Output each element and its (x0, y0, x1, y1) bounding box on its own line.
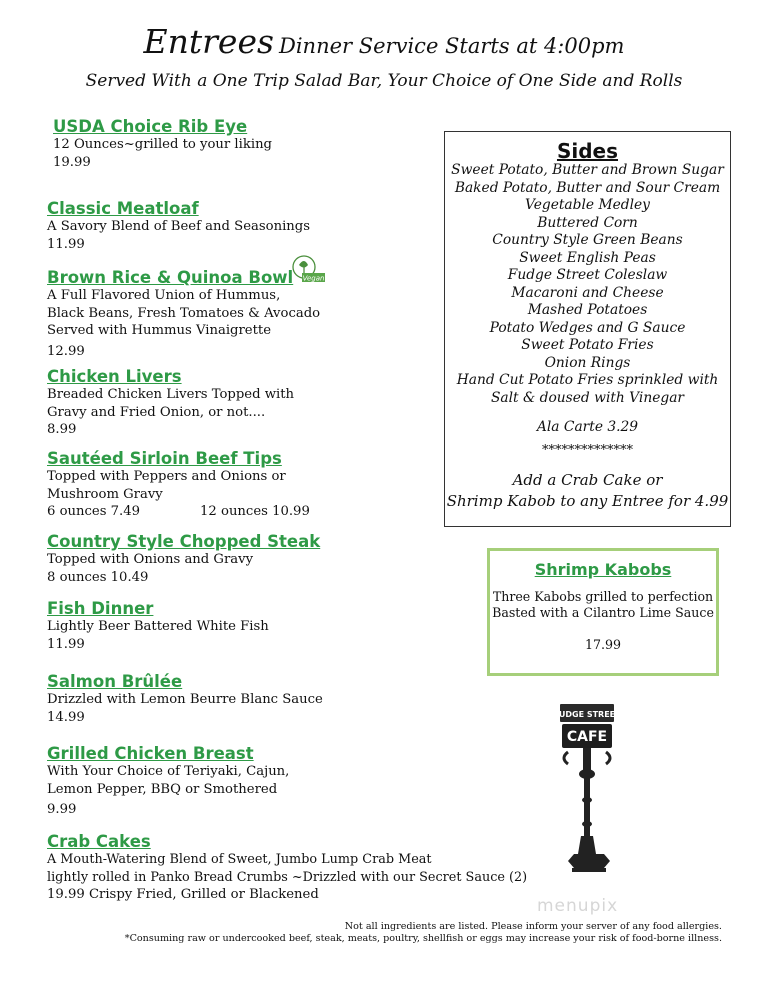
entree-desc: 12 Ounces~grilled to your liking (53, 137, 273, 152)
entree-desc: Topped with Onions and Gravy (47, 552, 254, 567)
vegan-badge-label: Vegan (302, 274, 325, 283)
side-item: Sweet Potato, Butter and Brown Sugar (451, 162, 724, 178)
entree-price: 11.99 (47, 236, 85, 252)
page-title (0, 22, 768, 61)
shrimp-price: 17.99 (584, 637, 622, 652)
entree-desc: A Savory Blend of Beef and Seasonings (47, 219, 310, 234)
side-item: Buttered Corn (537, 214, 638, 231)
addon-line-2: Shrimp Kabob to any Entree for 4.99 (446, 492, 729, 510)
shrimp-kabobs-panel (487, 548, 719, 676)
entree-name: Fish Dinner (47, 599, 154, 618)
title-entrees: Entrees (143, 22, 274, 61)
entree-quinoa-bowl (47, 268, 487, 360)
entree-beef-tips (47, 449, 487, 521)
disclaimer-allergy: Not all ingredients are listed. Please inform your server of any food allergies. (344, 921, 722, 932)
entree-price: 14.99 (47, 709, 85, 725)
entree-name: Country Style Chopped Steak (47, 532, 321, 551)
entree-chicken-livers (47, 367, 487, 439)
addon-line-1: Add a Crab Cake or (512, 471, 663, 489)
entree-name: Classic Meatloaf (47, 199, 199, 218)
entree-desc: With Your Choice of Teriyaki, Cajun, Lemon Pepper, BBQ or Smothered (47, 764, 290, 797)
entree-price: 12.99 (47, 343, 85, 359)
entree-name: USDA Choice Rib Eye (53, 117, 248, 136)
entree-name: Crab Cakes (47, 832, 151, 851)
sides-divider: ************** (542, 443, 633, 458)
logo-line-2: CAFE (566, 729, 608, 745)
entree-price: 8 ounces 10.49 (47, 569, 149, 585)
entree-chicken-breast (47, 744, 487, 819)
entree-name: Brown Rice & Quinoa Bowl (47, 268, 294, 287)
side-item: Sweet English Peas (519, 249, 656, 266)
entree-desc: A Full Flavored Union of Hummus, Black Beans, Fresh Tomatoes & Avocado Served with Hummus Vinaigrette (47, 288, 321, 338)
side-item: Onion Rings (544, 354, 631, 371)
entree-price-row (47, 503, 487, 521)
entree-desc: Topped with Peppers and Onions or Mushroom Gravy (47, 469, 286, 502)
side-item: Fudge Street Coleslaw (507, 267, 668, 283)
entree-meatloaf (47, 199, 487, 253)
entree-price: 19.99 Crispy Fried, Grilled or Blackened (47, 887, 319, 902)
subtitle: Served With a One Trip Salad Bar, Your Choice of One Side and Rolls (85, 71, 683, 91)
entree-price-12oz: 12 ounces 10.99 (200, 504, 310, 519)
entree-desc: Drizzled with Lemon Beurre Blanc Sauce (47, 692, 323, 707)
side-item: Baked Potato, Butter and Sour Cream (454, 179, 721, 196)
disclaimer-raw-food: *Consuming raw or undercooked beef, steak, meats, poultry, shellfish or eggs may increase your risk of food-borne illness. (124, 933, 722, 944)
entree-name: Salmon Brûlée (47, 672, 183, 691)
sides-list (445, 162, 730, 407)
entree-crab-cakes (47, 832, 528, 904)
entree-name: Sautéed Sirloin Beef Tips (47, 449, 282, 468)
entree-desc: Breaded Chicken Livers Topped with Gravy and Fried Onion, or not.... (47, 387, 295, 420)
entree-price: 8.99 (47, 422, 77, 437)
side-item: Salt & doused with Vinegar (490, 389, 685, 406)
sides-ala-carte: Ala Carte 3.29 (536, 419, 639, 435)
side-item: Mashed Potatoes (527, 302, 648, 318)
side-item: Sweet Potato Fries (521, 337, 654, 353)
vegan-badge-icon (290, 254, 326, 284)
disclaimer (125, 921, 722, 945)
side-item: Potato Wedges and G Sauce (489, 319, 686, 336)
shrimp-title: Shrimp Kabobs (534, 560, 672, 579)
side-item: Vegetable Medley (525, 197, 650, 213)
logo-line-1: FUDGE STREET (553, 710, 621, 719)
entree-name: Chicken Livers (47, 367, 182, 386)
service-time: Dinner Service Starts at 4:00pm (279, 34, 625, 58)
sides-panel (444, 131, 731, 527)
shrimp-desc-line-2: Basted with a Cilantro Lime Sauce (492, 605, 714, 620)
entree-desc: Lightly Beer Battered White Fish (47, 619, 269, 634)
entree-price: 11.99 (47, 636, 85, 652)
entree-desc: A Mouth-Watering Blend of Sweet, Jumbo Lump Crab Meat lightly rolled in Panko Bread Crumbs ~Drizzled with our Secret Sauce (2) (47, 852, 528, 885)
entree-salmon (47, 672, 487, 726)
entree-rib-eye (53, 117, 493, 171)
street-lamp-logo-icon (548, 700, 628, 888)
side-item: Hand Cut Potato Fries sprinkled with (456, 372, 719, 388)
entree-price: 9.99 (47, 802, 77, 817)
side-item: Macaroni and Cheese (511, 284, 664, 301)
entree-chopped-steak (47, 532, 487, 586)
entree-fish-dinner (47, 599, 487, 653)
sides-title: Sides (556, 139, 619, 163)
shrimp-desc-line-1: Three Kabobs grilled to perfection (492, 589, 714, 604)
side-item: Country Style Green Beans (492, 232, 683, 248)
entree-price: 19.99 (53, 154, 91, 170)
watermark: menupix (537, 896, 619, 916)
entree-name: Grilled Chicken Breast (47, 744, 254, 763)
shrimp-desc (490, 589, 716, 621)
entree-price-6oz: 6 ounces 7.49 (47, 504, 141, 519)
